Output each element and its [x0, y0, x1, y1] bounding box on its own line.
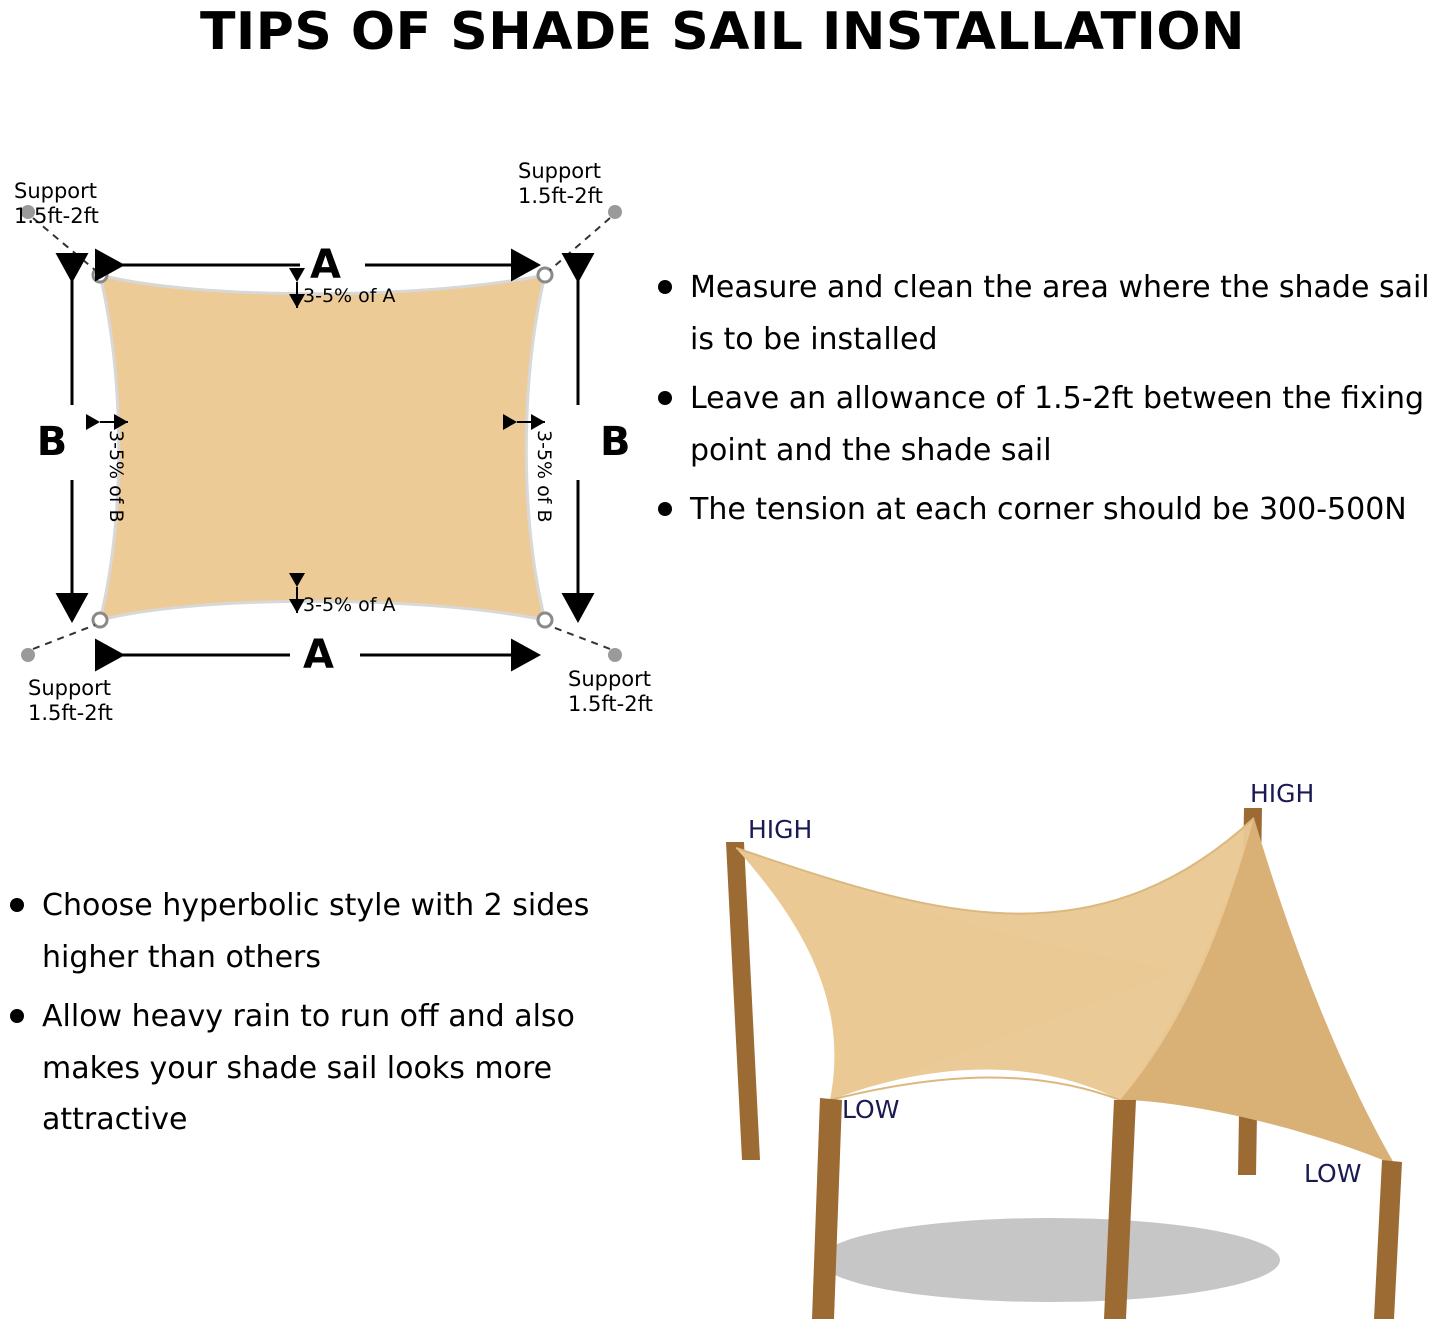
- tips-list-bottom: [0, 880, 620, 1154]
- page-title: TIPS OF SHADE SAIL INSTALLATION: [199, 2, 1246, 62]
- dimension-a-bottom: [122, 632, 538, 678]
- dimension-a-top: [122, 242, 538, 288]
- tip-item: Measure and clean the area where the shade sail is to be installed: [648, 262, 1445, 365]
- sail-shape: [100, 275, 545, 620]
- dimension-b-left: [37, 280, 72, 620]
- curve-callout-top: [297, 282, 395, 308]
- support-label-text: Support: [28, 676, 112, 700]
- tip-item: Allow heavy rain to run off and also makes your shade sail looks more attractive: [0, 991, 620, 1146]
- tip-item: Leave an allowance of 1.5-2ft between the fixing point and the shade sail: [648, 373, 1445, 476]
- dimension-label-b: B: [600, 419, 631, 465]
- dimension-b-right: [578, 280, 631, 620]
- support-label-text: Support: [14, 179, 98, 203]
- label-low-right: LOW: [1304, 1159, 1362, 1188]
- label-high-left: HIGH: [748, 815, 813, 844]
- support-label-bottom-right: [568, 667, 653, 716]
- support-label-value: 1.5ft-2ft: [518, 184, 603, 208]
- support-label-value: 1.5ft-2ft: [14, 204, 99, 228]
- label-high-right: HIGH: [1250, 779, 1315, 808]
- ground-shadow: [820, 1218, 1280, 1302]
- support-label-value: 1.5ft-2ft: [568, 692, 653, 716]
- curve-callout-left: [100, 422, 128, 523]
- curve-callout-label: 3-5% of A: [303, 285, 396, 307]
- curve-callout-label: 3-5% of B: [105, 430, 127, 523]
- dimension-label-a: A: [310, 242, 341, 288]
- hyperbolic-sail-diagram: [620, 770, 1445, 1319]
- curve-callout-label: 3-5% of B: [533, 430, 555, 523]
- support-label-top-right: [518, 159, 603, 208]
- curve-callout-label: 3-5% of A: [303, 594, 396, 616]
- support-label-value: 1.5ft-2ft: [28, 701, 113, 725]
- support-label-text: Support: [518, 159, 602, 183]
- support-label-bottom-left: [28, 676, 113, 725]
- dimension-label-a: A: [303, 632, 334, 678]
- tip-item: The tension at each corner should be 300-500N: [648, 484, 1445, 536]
- tip-item: Choose hyperbolic style with 2 sides higher than others: [0, 880, 620, 983]
- tips-list-right: [648, 262, 1445, 544]
- rectangle-sail-diagram: [0, 150, 660, 740]
- support-label-text: Support: [568, 667, 652, 691]
- dimension-label-b: B: [36, 419, 68, 465]
- label-low-left: LOW: [842, 1095, 900, 1124]
- support-label-top-left: [14, 179, 99, 228]
